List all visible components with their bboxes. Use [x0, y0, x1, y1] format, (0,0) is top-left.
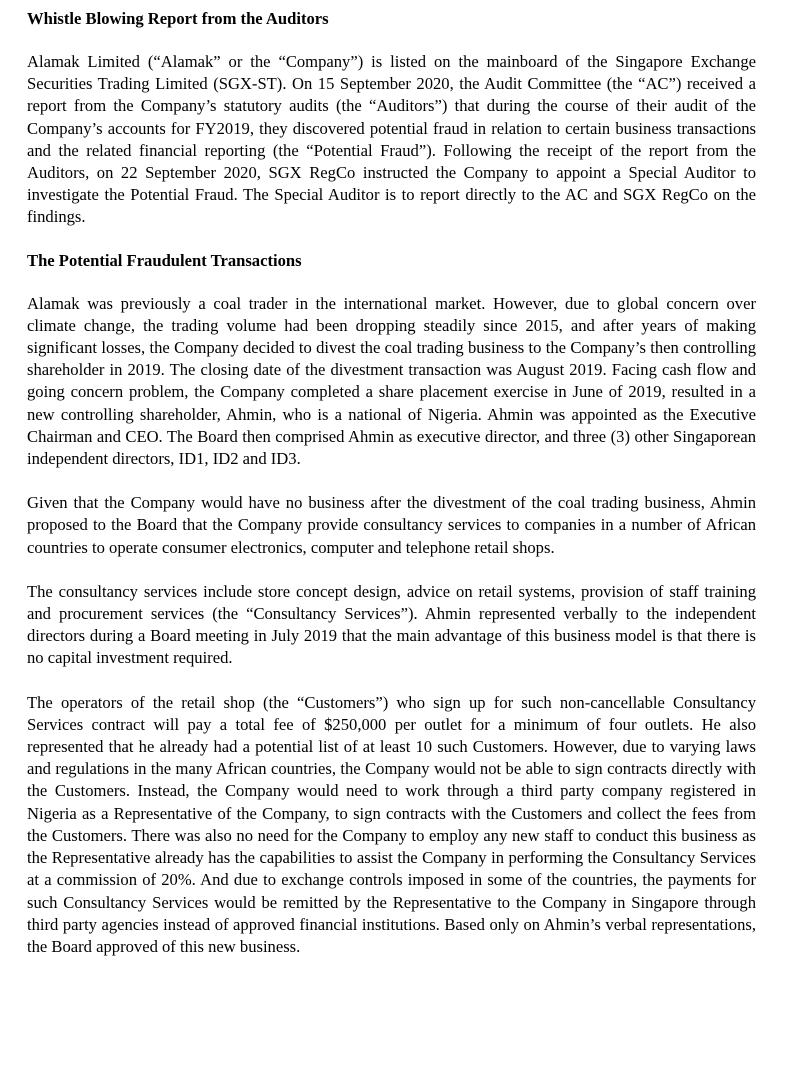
paragraph-coal-trader-background: Alamak was previously a coal trader in the international market. However, due to global concern over climate change, the trading volume had been dropping steadily since 2015, and after years of making significant losses, the Company decided to divest the coal trading business to the Company’s then controlling shareholder in 2019. The closing date of the divestment transaction was August 2019. Facing cash flow and going concern problem, the Company completed a share placement exercise in June of 2019, resulted in a new controlling shareholder, Ahmin, who is a national of Nigeria. Ahmin was appointed as the Executive Chairman and CEO. The Board then comprised Ahmin as executive director, and three (3) other Singaporean independent directors, ID1, ID2 and ID3. [27, 293, 756, 469]
paragraph-consultancy-proposal: Given that the Company would have no business after the divestment of the coal trading business, Ahmin proposed to the Board that the Company provide consultancy services to companies in a number of African countries to operate consumer electronics, computer and telephone retail shops. [27, 493, 756, 557]
section-heading-fraudulent-transactions: The Potential Fraudulent Transactions [27, 250, 302, 270]
paragraph-whistle-blowing-report: Alamak Limited (“Alamak” or the “Company”) is listed on the mainboard of the Singapore Exchange Securities Trading Limited (SGX-ST). On 15 September 2020, the Audit Committee (the “AC”) received a report from the Company’s statutory audits (the “Auditors”) that during the course of their audit of the Company’s accounts for FY2019, they discovered potential fraud in relation to certain business transactions and the related financial reporting (the “Potential Fraud”). Following the receipt of the report from the Auditors, on 22 September 2020, SGX RegCo instructed the Company to appoint a Special Auditor to investigate the Potential Fraud. The Special Auditor is to report directly to the AC and SGX RegCo on the findings. [27, 52, 756, 227]
paragraph-consultancy-services: The consultancy services include store concept design, advice on retail systems, provision of staff training and procurement services (the “Consultancy Services”). Ahmin represented verbally to the independent directors during a Board meeting in July 2019 that the main advantage of this business model is that there is no capital investment required. [27, 581, 756, 668]
paragraph-customers-and-representative: The operators of the retail shop (the “Customers”) who sign up for such non-cancellable Consultancy Services contract will pay a total fee of $250,000 per outlet for a minimum of four outlets. He also represented that he already had a potential list of at least 10 such Customers. However, due to varying laws and regulations in the many African countries, the Company would not be able to sign contracts directly with the Customers. Instead, the Company would need to work through a third party company registered in Nigeria as a Representative of the Company, to sign contracts with the Customers and collect the fees from the Customers. There was also no need for the Company to employ any new staff to conduct this business as the Representative already has the capabilities to assist the Company in performing the Consultancy Services at a commission of 20%. And due to exchange controls imposed in some of the countries, the payments for such Consultancy Services would be remitted by the Representative to the Company in Singapore through third party agencies instead of approved financial institutions. Based only on Ahmin’s verbal representations, the Board approved of this new business. [27, 692, 756, 956]
section-heading-whistle-blowing: Whistle Blowing Report from the Auditors [27, 9, 329, 28]
